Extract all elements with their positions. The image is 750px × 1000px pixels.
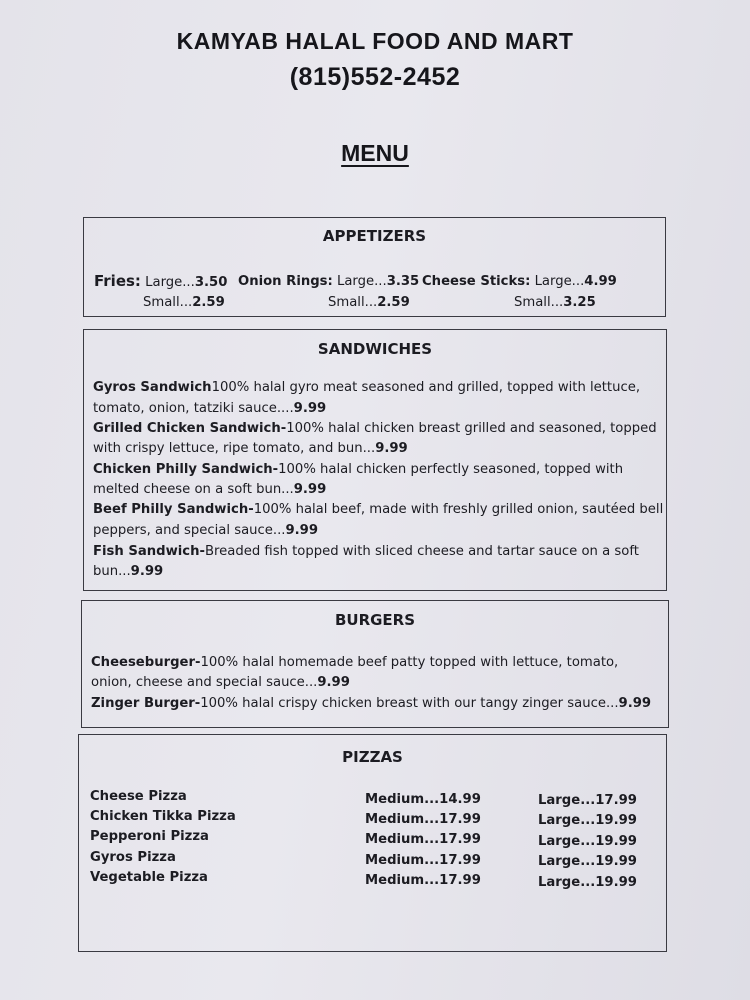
item-price: 9.99 [285, 523, 319, 538]
item-price: 9.99 [317, 675, 350, 690]
pizza-name: Chicken Tikka Pizza [90, 809, 236, 824]
item-description: tomato, onion, tatziki sauce.... [93, 401, 294, 416]
size-label: Small... [328, 295, 378, 310]
item-name: Chicken Philly Sandwich- [93, 462, 279, 477]
sandwich-line [93, 380, 640, 395]
item-description: 100% halal chicken perfectly seasoned, topped with [278, 462, 624, 477]
store-phone: (815)552-2452 [289, 63, 461, 91]
price: 2.59 [192, 295, 225, 310]
section-title-sandwiches: SANDWICHES [317, 340, 433, 358]
appetizer-name: Fries: [94, 272, 141, 290]
item-description: 100% halal chicken breast grilled and seasoned, topped [286, 421, 657, 436]
price: 4.99 [584, 274, 617, 289]
price: 2.59 [377, 295, 410, 310]
menu-heading: MENU [341, 140, 409, 166]
item-description: bun... [93, 564, 131, 579]
sandwich-line [93, 401, 326, 416]
sandwich-line [93, 544, 639, 559]
pizza-name: Gyros Pizza [90, 850, 176, 865]
item-name: Fish Sandwich- [93, 544, 205, 559]
appetizer-item-fries-large [94, 272, 227, 290]
item-description: Breaded fish topped with sliced cheese and tartar sauce on a soft [204, 544, 639, 559]
appetizer-item-onion-rings-large [238, 274, 419, 289]
item-description: melted cheese on a soft bun... [93, 482, 294, 497]
pizza-large-price: Large...17.99 [538, 793, 637, 808]
sandwich-line [93, 482, 326, 497]
pizza-medium-price: Medium...17.99 [365, 853, 481, 868]
item-description: 100% halal beef, made with freshly grilled onion, sautéed bell [253, 502, 664, 517]
item-description: 100% halal homemade beef patty topped with lettuce, tomato, [200, 655, 619, 670]
pizza-medium-price: Medium...17.99 [365, 873, 481, 888]
item-description: peppers, and special sauce... [93, 523, 286, 538]
pizza-medium-price: Medium...17.99 [365, 812, 481, 827]
size-label: Large... [337, 274, 387, 289]
sandwich-line [93, 462, 623, 477]
appetizers-section [83, 217, 666, 317]
pizza-medium-price: Medium...17.99 [365, 832, 481, 847]
item-name: Beef Philly Sandwich- [93, 502, 254, 517]
pizza-name: Pepperoni Pizza [90, 829, 209, 844]
price: 3.50 [194, 275, 228, 290]
item-price: 9.99 [130, 564, 164, 579]
burgers-section [81, 600, 669, 728]
item-name: Zinger Burger- [91, 696, 201, 711]
item-name: Cheeseburger- [91, 655, 201, 670]
sandwich-line [93, 564, 163, 579]
item-price: 9.99 [375, 441, 408, 456]
store-name: KAMYAB HALAL FOOD AND MART [176, 28, 574, 54]
item-description: 100% halal crispy chicken breast with our tangy zinger sauce... [200, 696, 619, 711]
size-label: Large... [145, 275, 195, 290]
pizza-name: Vegetable Pizza [90, 870, 208, 885]
item-price: 9.99 [293, 401, 327, 416]
item-description: 100% halal gyro meat seasoned and grilled, topped with lettuce, [211, 380, 641, 395]
item-price: 9.99 [618, 696, 652, 711]
appetizer-item-fries-small [143, 295, 225, 310]
appetizer-item-cheese-sticks-large [422, 274, 617, 289]
sandwich-line [93, 523, 318, 538]
item-description: onion, cheese and special sauce... [91, 675, 318, 690]
price: 3.35 [386, 274, 420, 289]
section-title-appetizers: APPETIZERS [322, 227, 427, 245]
pizza-name: Cheese Pizza [90, 789, 187, 804]
sandwiches-section [83, 329, 667, 591]
item-price: 9.99 [293, 482, 327, 497]
burger-line [91, 655, 618, 670]
burger-line [91, 675, 350, 690]
item-name: Grilled Chicken Sandwich- [93, 421, 287, 436]
appetizer-name: Onion Rings: [238, 274, 333, 289]
sandwich-line [93, 421, 657, 436]
pizzas-section [78, 734, 667, 952]
appetizer-item-onion-rings-small [328, 295, 410, 310]
pizza-large-price: Large...19.99 [538, 854, 637, 869]
item-name: Gyros Sandwich [93, 380, 212, 395]
pizza-medium-price: Medium...14.99 [365, 792, 481, 807]
burger-line [91, 696, 651, 711]
sandwich-line [93, 502, 663, 517]
section-title-pizzas: PIZZAS [342, 748, 403, 766]
price: 3.25 [563, 295, 596, 310]
section-title-burgers: BURGERS [334, 611, 416, 629]
size-label: Small... [514, 295, 564, 310]
pizza-large-price: Large...19.99 [538, 875, 637, 890]
sandwich-line [93, 441, 408, 456]
item-description: with crispy lettuce, ripe tomato, and bun... [93, 441, 376, 456]
pizza-large-price: Large...19.99 [538, 813, 637, 828]
pizza-large-price: Large...19.99 [538, 834, 637, 849]
appetizer-name: Cheese Sticks: [422, 274, 531, 289]
appetizer-item-cheese-sticks-small [514, 295, 596, 310]
size-label: Large... [534, 274, 585, 289]
size-label: Small... [143, 295, 193, 310]
